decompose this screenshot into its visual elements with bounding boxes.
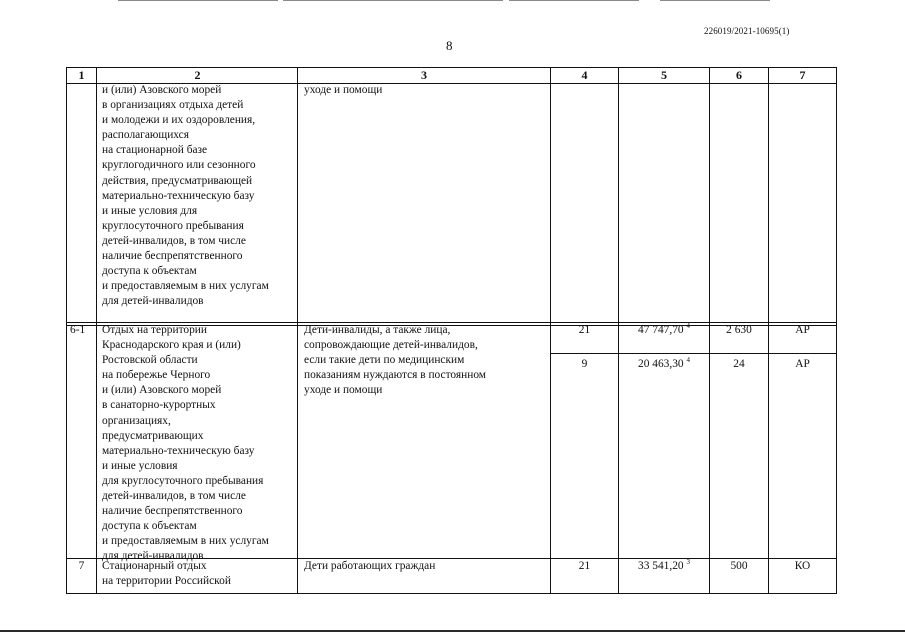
cost-cell xyxy=(619,357,709,372)
column-border xyxy=(836,67,837,594)
row-number-cell: 6-1 xyxy=(70,324,86,336)
cost-value: 20 463,30 xyxy=(638,358,684,370)
bottom-edge-line xyxy=(0,630,905,632)
footnote-mark: 4 xyxy=(686,356,690,364)
count-cell: 500 xyxy=(730,560,748,572)
row-number-cell: 7 xyxy=(78,560,85,572)
top-edge-line xyxy=(118,0,278,1)
service-name-cell: Отдых на территории Краснодарского края и (или) Ростовской области на побережье Черного и (или) Азовского морей в санаторно-курортных организациях, предусматривающих материально-техническую базу и иные условия для круглосуточного пребывания детей-инвалидов, в том числе наличие беспрепятственного доступа к объектам и предоставляемым в них услугам для детей-инвалидов xyxy=(102,324,269,563)
cost-value: 47 747,70 xyxy=(638,324,684,336)
count-cell: 2 630 xyxy=(726,324,752,336)
duration-days-cell: 9 xyxy=(581,358,588,370)
top-edge-line xyxy=(283,0,503,1)
service-name-cell: и (или) Азовского морей в организациях отдыха детей и молодежи и их оздоровления, располагающихся на стационарной базе круглогодичного или сезонного действия, предусматривающей материально-техническую базу и иные условия для круглосуточного пребывания детей-инвалидов, в том числе наличие беспрепятственного доступа к объектам и предоставляемым в них услугам для детей-инвалидов xyxy=(102,84,269,308)
top-edge-line xyxy=(660,0,770,1)
document-number: 226019/2021-10695(1) xyxy=(704,26,790,36)
column-header-6: 6 xyxy=(736,68,742,82)
service-name-cell: Стационарный отдых на территории Российской xyxy=(102,560,231,588)
column-header-3: 3 xyxy=(421,68,427,82)
code-cell: АР xyxy=(795,358,810,370)
count-cell: 24 xyxy=(733,358,745,370)
cost-value: 33 541,20 xyxy=(638,560,684,572)
table-border-bottom xyxy=(66,593,837,594)
column-header-5: 5 xyxy=(661,68,667,82)
page-number: 8 xyxy=(446,38,453,53)
services-table xyxy=(66,67,837,594)
code-cell: КО xyxy=(794,560,811,572)
column-border xyxy=(66,67,67,594)
sub-row-divider xyxy=(550,353,837,354)
code-cell: АР xyxy=(795,324,810,336)
top-edge-line xyxy=(509,0,639,1)
column-header-2: 2 xyxy=(194,68,201,82)
recipient-category-cell: Дети работающих граждан xyxy=(304,560,436,572)
footnote-mark: 3 xyxy=(686,558,690,566)
column-header-7: 7 xyxy=(799,68,806,82)
column-header-1: 1 xyxy=(78,68,85,82)
recipient-category-cell: Дети-инвалиды, а также лица, сопровождающие детей-инвалидов, если такие дети по медицинским показаниям нуждаются в постоянном уходе и помощи xyxy=(304,324,487,397)
column-header-4: 4 xyxy=(581,68,588,82)
duration-days-cell: 21 xyxy=(578,560,591,572)
column-border xyxy=(96,67,97,594)
cost-cell xyxy=(619,323,709,338)
column-border xyxy=(297,67,298,594)
duration-days-cell: 21 xyxy=(578,324,591,336)
cost-cell xyxy=(619,559,709,574)
recipient-category-cell: уходе и помощи xyxy=(304,84,383,96)
footnote-mark: 4 xyxy=(686,322,690,330)
